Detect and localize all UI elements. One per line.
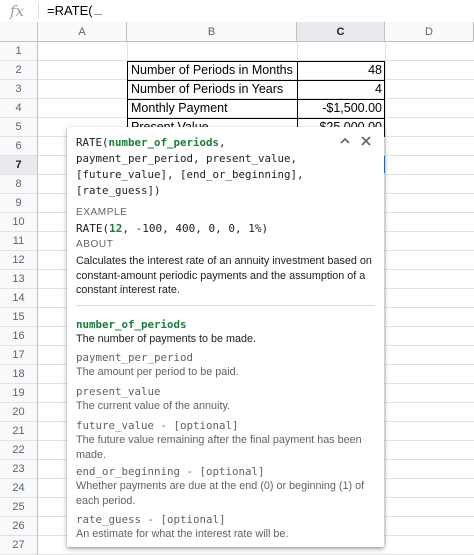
- table-row-border: [128, 80, 384, 81]
- row-header-17[interactable]: 17: [0, 346, 38, 365]
- row-header-25[interactable]: 25: [0, 498, 38, 517]
- row-header-21[interactable]: 21: [0, 422, 38, 441]
- select-all-corner[interactable]: [0, 22, 38, 42]
- row-header-27[interactable]: 27: [0, 536, 38, 555]
- column-header-b[interactable]: B: [127, 22, 297, 42]
- row-header-12[interactable]: 12: [0, 251, 38, 270]
- column-header-c[interactable]: C: [297, 22, 385, 42]
- signature-function-name: RATE(: [76, 136, 109, 149]
- signature-line-2: payment_per_period, present_value,: [76, 152, 298, 165]
- param-desc-rate-guess: An estimate for what the interest rate will be.: [76, 528, 289, 540]
- row-header-4[interactable]: 4: [0, 99, 38, 118]
- row-header-22[interactable]: 22: [0, 441, 38, 460]
- signature-line-4: [rate_guess]): [76, 184, 161, 197]
- cursor-caret: [94, 9, 102, 15]
- row-header-24[interactable]: 24: [0, 479, 38, 498]
- row-header-11[interactable]: 11: [0, 232, 38, 251]
- table-col-border: [297, 62, 298, 136]
- example-rest-args: , -100, 400, 0, 0, 1%): [122, 222, 269, 235]
- example-heading: EXAMPLE: [76, 207, 128, 218]
- signature-current-arg: number_of_periods: [108, 136, 220, 149]
- param-desc-future-value: The future value remaining after the final payment has been made.: [76, 434, 362, 461]
- function-help-popup[interactable]: [67, 127, 384, 547]
- param-name-rate-guess: rate_guess - [optional]: [76, 513, 226, 526]
- row-header-15[interactable]: 15: [0, 308, 38, 327]
- about-text: Calculates the interest rate of an annuity investment based on constant-amount periodic payments and the assumption of a constant interest rate.: [76, 255, 372, 296]
- row-header-14[interactable]: 14: [0, 289, 38, 308]
- row-header-20[interactable]: 20: [0, 403, 38, 422]
- table-row-border: [128, 99, 384, 100]
- formula-input-text: =RATE(: [47, 3, 93, 18]
- row-header-18[interactable]: 18: [0, 365, 38, 384]
- function-signature: [76, 135, 332, 199]
- param-name-end-or-beginning: end_or_beginning - [optional]: [76, 465, 265, 478]
- row-header-16[interactable]: 16: [0, 327, 38, 346]
- param-name-present-value: present_value: [76, 385, 161, 398]
- collapse-button[interactable]: [335, 133, 355, 153]
- signature-line-3: [future_value], [end_or_beginning],: [76, 168, 304, 181]
- column-header-d[interactable]: D: [385, 22, 474, 42]
- cell-c3[interactable]: 4: [375, 82, 382, 96]
- chevron-up-icon: [339, 135, 351, 147]
- formula-bar-divider: [38, 3, 39, 19]
- row-header-13[interactable]: 13: [0, 270, 38, 289]
- signature-separator: ,: [219, 136, 226, 149]
- cell-b4[interactable]: Monthly Payment: [131, 101, 228, 115]
- row-header-5[interactable]: 5: [0, 118, 38, 137]
- example-first-arg: 12: [109, 222, 123, 235]
- table-row-border: [128, 118, 384, 119]
- param-desc-present-value: The current value of the annuity.: [76, 400, 231, 412]
- close-icon: [360, 135, 372, 147]
- popup-divider: [76, 305, 375, 306]
- param-desc-number-of-periods: The number of payments to be made.: [76, 333, 257, 345]
- fx-icon: fx: [10, 2, 25, 20]
- example-formula: [76, 222, 268, 235]
- cell-b2[interactable]: Number of Periods in Months: [131, 63, 293, 77]
- row-header-19[interactable]: 19: [0, 384, 38, 403]
- row-header-7[interactable]: 7: [0, 156, 38, 175]
- row-header-1[interactable]: 1: [0, 42, 38, 61]
- param-desc-end-or-beginning: Whether payments are due at the end (0) or beginning (1) of each period.: [76, 480, 365, 507]
- row-header-3[interactable]: 3: [0, 80, 38, 99]
- row-header-26[interactable]: 26: [0, 517, 38, 536]
- row-header-6[interactable]: 6: [0, 137, 38, 156]
- example-function: RATE(: [76, 222, 110, 235]
- cell-c4[interactable]: -$1,500.00: [322, 101, 382, 115]
- param-name-payment-per-period: payment_per_period: [76, 351, 194, 364]
- param-name-future-value: future_value - [optional]: [76, 419, 239, 432]
- formula-input[interactable]: [47, 0, 102, 22]
- param-desc-payment-per-period: The amount per period to be paid.: [76, 366, 239, 378]
- close-button[interactable]: [356, 133, 376, 153]
- row-header-23[interactable]: 23: [0, 460, 38, 479]
- cell-b3[interactable]: Number of Periods in Years: [131, 82, 284, 96]
- cell-c2[interactable]: 48: [368, 63, 382, 77]
- row-header-2[interactable]: 2: [0, 61, 38, 80]
- row-header-9[interactable]: 9: [0, 194, 38, 213]
- param-name-number-of-periods: number_of_periods: [76, 318, 187, 331]
- row-header-8[interactable]: 8: [0, 175, 38, 194]
- about-heading: ABOUT: [76, 239, 114, 250]
- column-header-a[interactable]: A: [38, 22, 127, 42]
- row-header-10[interactable]: 10: [0, 213, 38, 232]
- formula-bar: [0, 0, 474, 23]
